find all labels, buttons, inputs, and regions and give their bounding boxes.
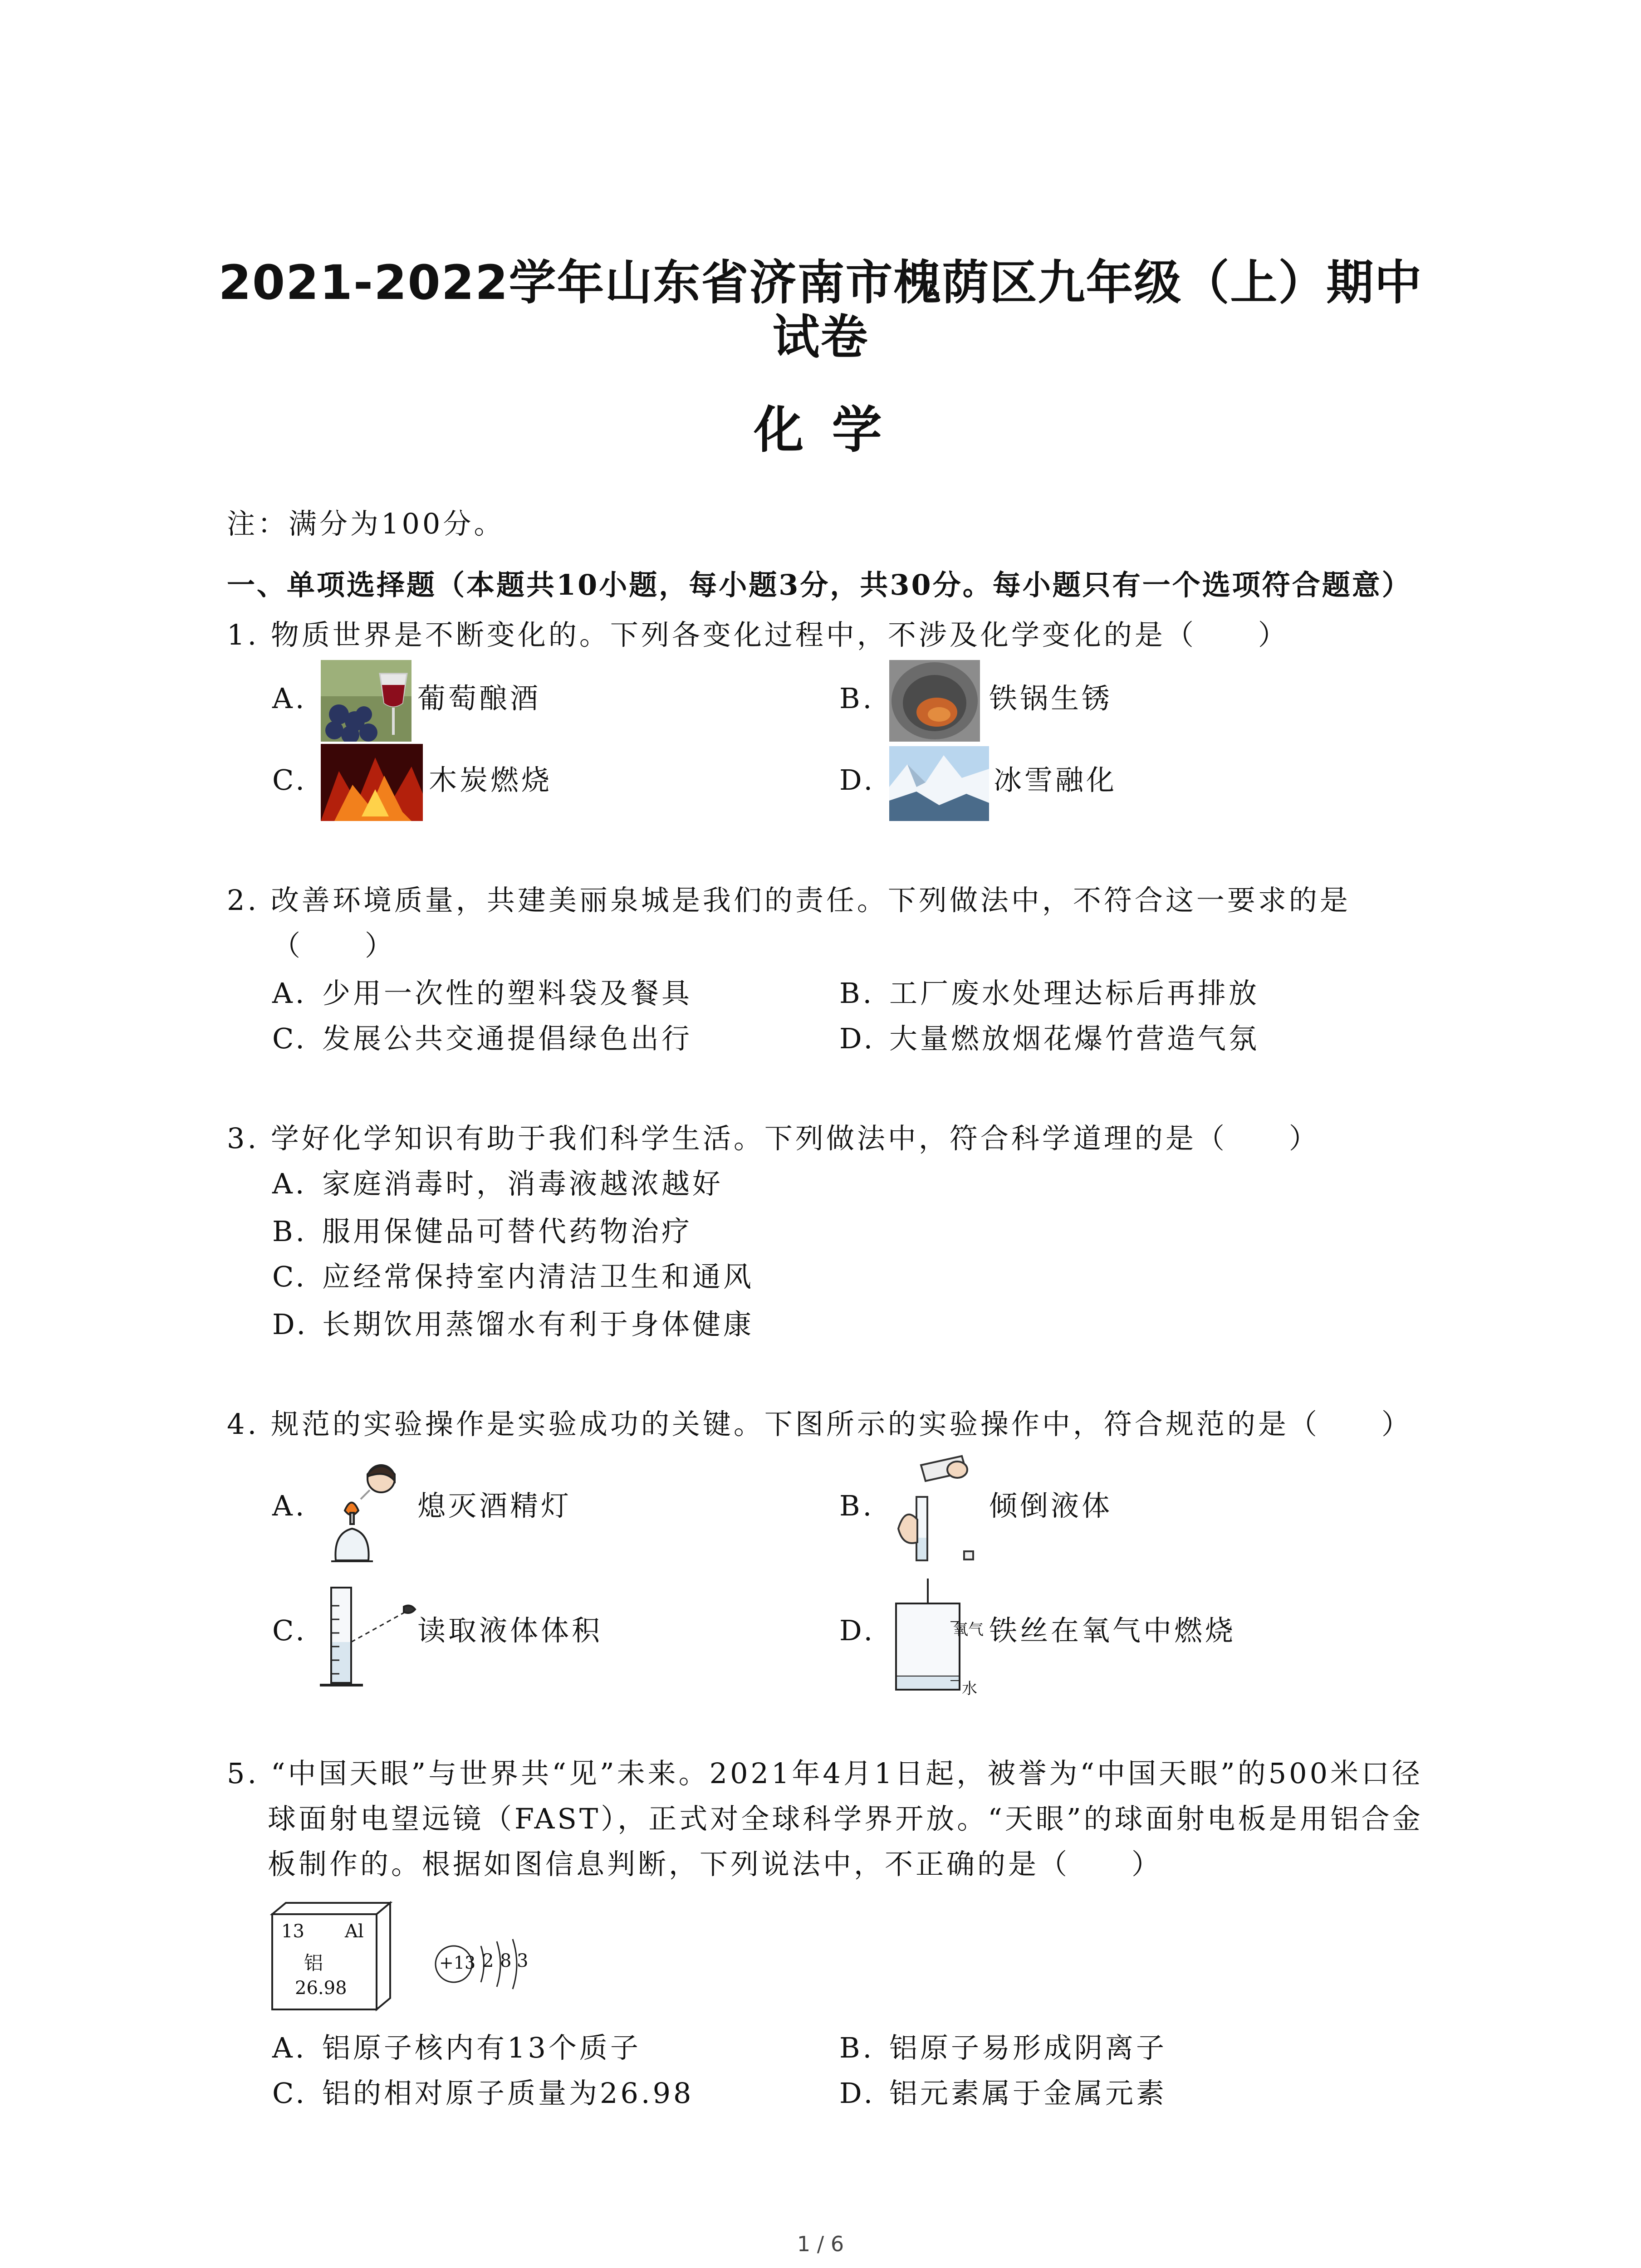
water-label: 水 [962, 1680, 977, 1698]
q3-option-c-text: 应经常保持室内清洁卫生和通风 [322, 1260, 754, 1293]
q4-option-d-letter: D. [839, 1614, 876, 1647]
q3-option-b-letter: B. [272, 1215, 308, 1248]
q2-option-c-text: 发展公共交通提倡绿色出行 [322, 1022, 693, 1055]
melting-ice-image [889, 746, 989, 821]
q2-option-c-letter: C. [272, 1022, 307, 1055]
subject-heading: 化 学 [754, 401, 887, 459]
nucleus-charge: +13 [439, 1953, 476, 1973]
q4-option-c-letter: C. [272, 1614, 307, 1647]
question-2-stem-line2: （ ） [272, 929, 396, 962]
q3-option-b-text: 服用保健品可替代药物治疗 [322, 1215, 693, 1248]
q5-option-a-text: 铝原子核内有13个质子 [322, 2031, 641, 2064]
question-5-stem-line1: 5. “中国天眼”与世界共“见”未来。2021年4月1日起，被誉为“中国天眼”的500米口径 [227, 1757, 1423, 1790]
q4-option-c-text: 读取液体体积 [417, 1614, 603, 1647]
shell-1-electrons: 2 [482, 1950, 494, 1971]
element-name: 铝 [304, 1952, 323, 1974]
q2-option-b-text: 工厂废水处理达标后再排放 [889, 977, 1260, 1010]
q4-option-b-text: 倾倒液体 [989, 1489, 1113, 1522]
q1-option-d-text: 冰雪融化 [994, 763, 1117, 797]
q5-option-a-letter: A. [272, 2031, 307, 2064]
q1-option-a-text: 葡萄酿酒 [417, 682, 541, 715]
rusty-pan-image [889, 660, 980, 742]
q2-option-a-text: 少用一次性的塑料袋及餐具 [322, 977, 693, 1010]
q5-option-d-letter: D. [839, 2077, 876, 2110]
q3-option-c-letter: C. [272, 1260, 307, 1293]
q4-option-b-letter: B. [839, 1489, 875, 1522]
question-1-stem: 1. 物质世界是不断变化的。下列各变化过程中，不涉及化学变化的是（ ） [227, 618, 1289, 651]
question-5-stem-line3: 板制作的。根据如图信息判断，下列说法中，不正确的是（ ） [268, 1848, 1163, 1881]
q2-option-a-letter: A. [272, 977, 307, 1010]
q5-option-c-text: 铝的相对原子质量为26.98 [322, 2077, 694, 2110]
q5-option-b-letter: B. [839, 2031, 875, 2064]
question-5-stem-line2: 球面射电望远镜（FAST），正式对全球科学界开放。“天眼”的球面射电板是用铝合金 [268, 1802, 1423, 1835]
score-note: 注：满分为100分。 [227, 507, 505, 540]
question-2-stem-line1: 2. 改善环境质量，共建美丽泉城是我们的责任。下列做法中，不符合这一要求的是 [227, 884, 1351, 917]
q1-option-c-text: 木炭燃烧 [429, 763, 553, 797]
blowing-lamp-diagram [318, 1456, 408, 1574]
q5-option-d-text: 铝元素属于金属元素 [889, 2077, 1167, 2110]
q1-option-c-letter: C. [272, 763, 307, 797]
reading-cylinder-diagram [318, 1579, 422, 1696]
q4-option-a-letter: A. [272, 1489, 307, 1522]
q2-option-d-text: 大量燃放烟花爆竹营造气氛 [889, 1022, 1260, 1055]
question-3-stem: 3. 学好化学知识有助于我们科学生活。下列做法中，符合科学道理的是（ ） [227, 1122, 1320, 1155]
section-heading: 一、单项选择题（本题共10小题，每小题3分，共30分。每小题只有一个选项符合题意） [227, 568, 1412, 601]
q1-option-d-letter: D. [839, 763, 876, 797]
element-symbol: Al [345, 1921, 364, 1942]
q1-option-a-letter: A. [272, 682, 307, 715]
oxygen-label: 氧气 [953, 1621, 984, 1639]
shell-3-electrons: 3 [517, 1950, 529, 1971]
q4-option-d-text: 铁丝在氧气中燃烧 [989, 1614, 1236, 1647]
atomic-number: 13 [281, 1921, 304, 1942]
pouring-liquid-diagram [889, 1452, 989, 1574]
q5-option-b-text: 铝原子易形成阴离子 [889, 2031, 1167, 2064]
q2-option-b-letter: B. [839, 977, 875, 1010]
exam-title-line1: 2021-2022学年山东省济南市槐荫区九年级（上）期中 [218, 255, 1423, 310]
q3-option-d-letter: D. [272, 1308, 309, 1341]
q5-option-c-letter: C. [272, 2077, 307, 2110]
grapes-wine-image [321, 660, 411, 742]
q3-option-a-text: 家庭消毒时，消毒液越浓越好 [322, 1167, 724, 1200]
q3-option-d-text: 长期饮用蒸馏水有利于身体健康 [322, 1308, 754, 1341]
q2-option-d-letter: D. [839, 1022, 876, 1055]
exam-title-line2: 试卷 [772, 309, 869, 365]
q1-option-b-letter: B. [839, 682, 875, 715]
shell-2-electrons: 8 [500, 1950, 512, 1971]
q4-option-a-text: 熄灭酒精灯 [417, 1489, 572, 1522]
page-number: 1 / 6 [797, 2232, 844, 2256]
q1-option-b-text: 铁锅生锈 [989, 682, 1113, 715]
q3-option-a-letter: A. [272, 1167, 307, 1200]
question-4-stem: 4. 规范的实验操作是实验成功的关键。下图所示的实验操作中，符合规范的是（ ） [227, 1408, 1412, 1441]
atomic-mass: 26.98 [295, 1978, 347, 1999]
burning-charcoal-image [321, 744, 423, 821]
